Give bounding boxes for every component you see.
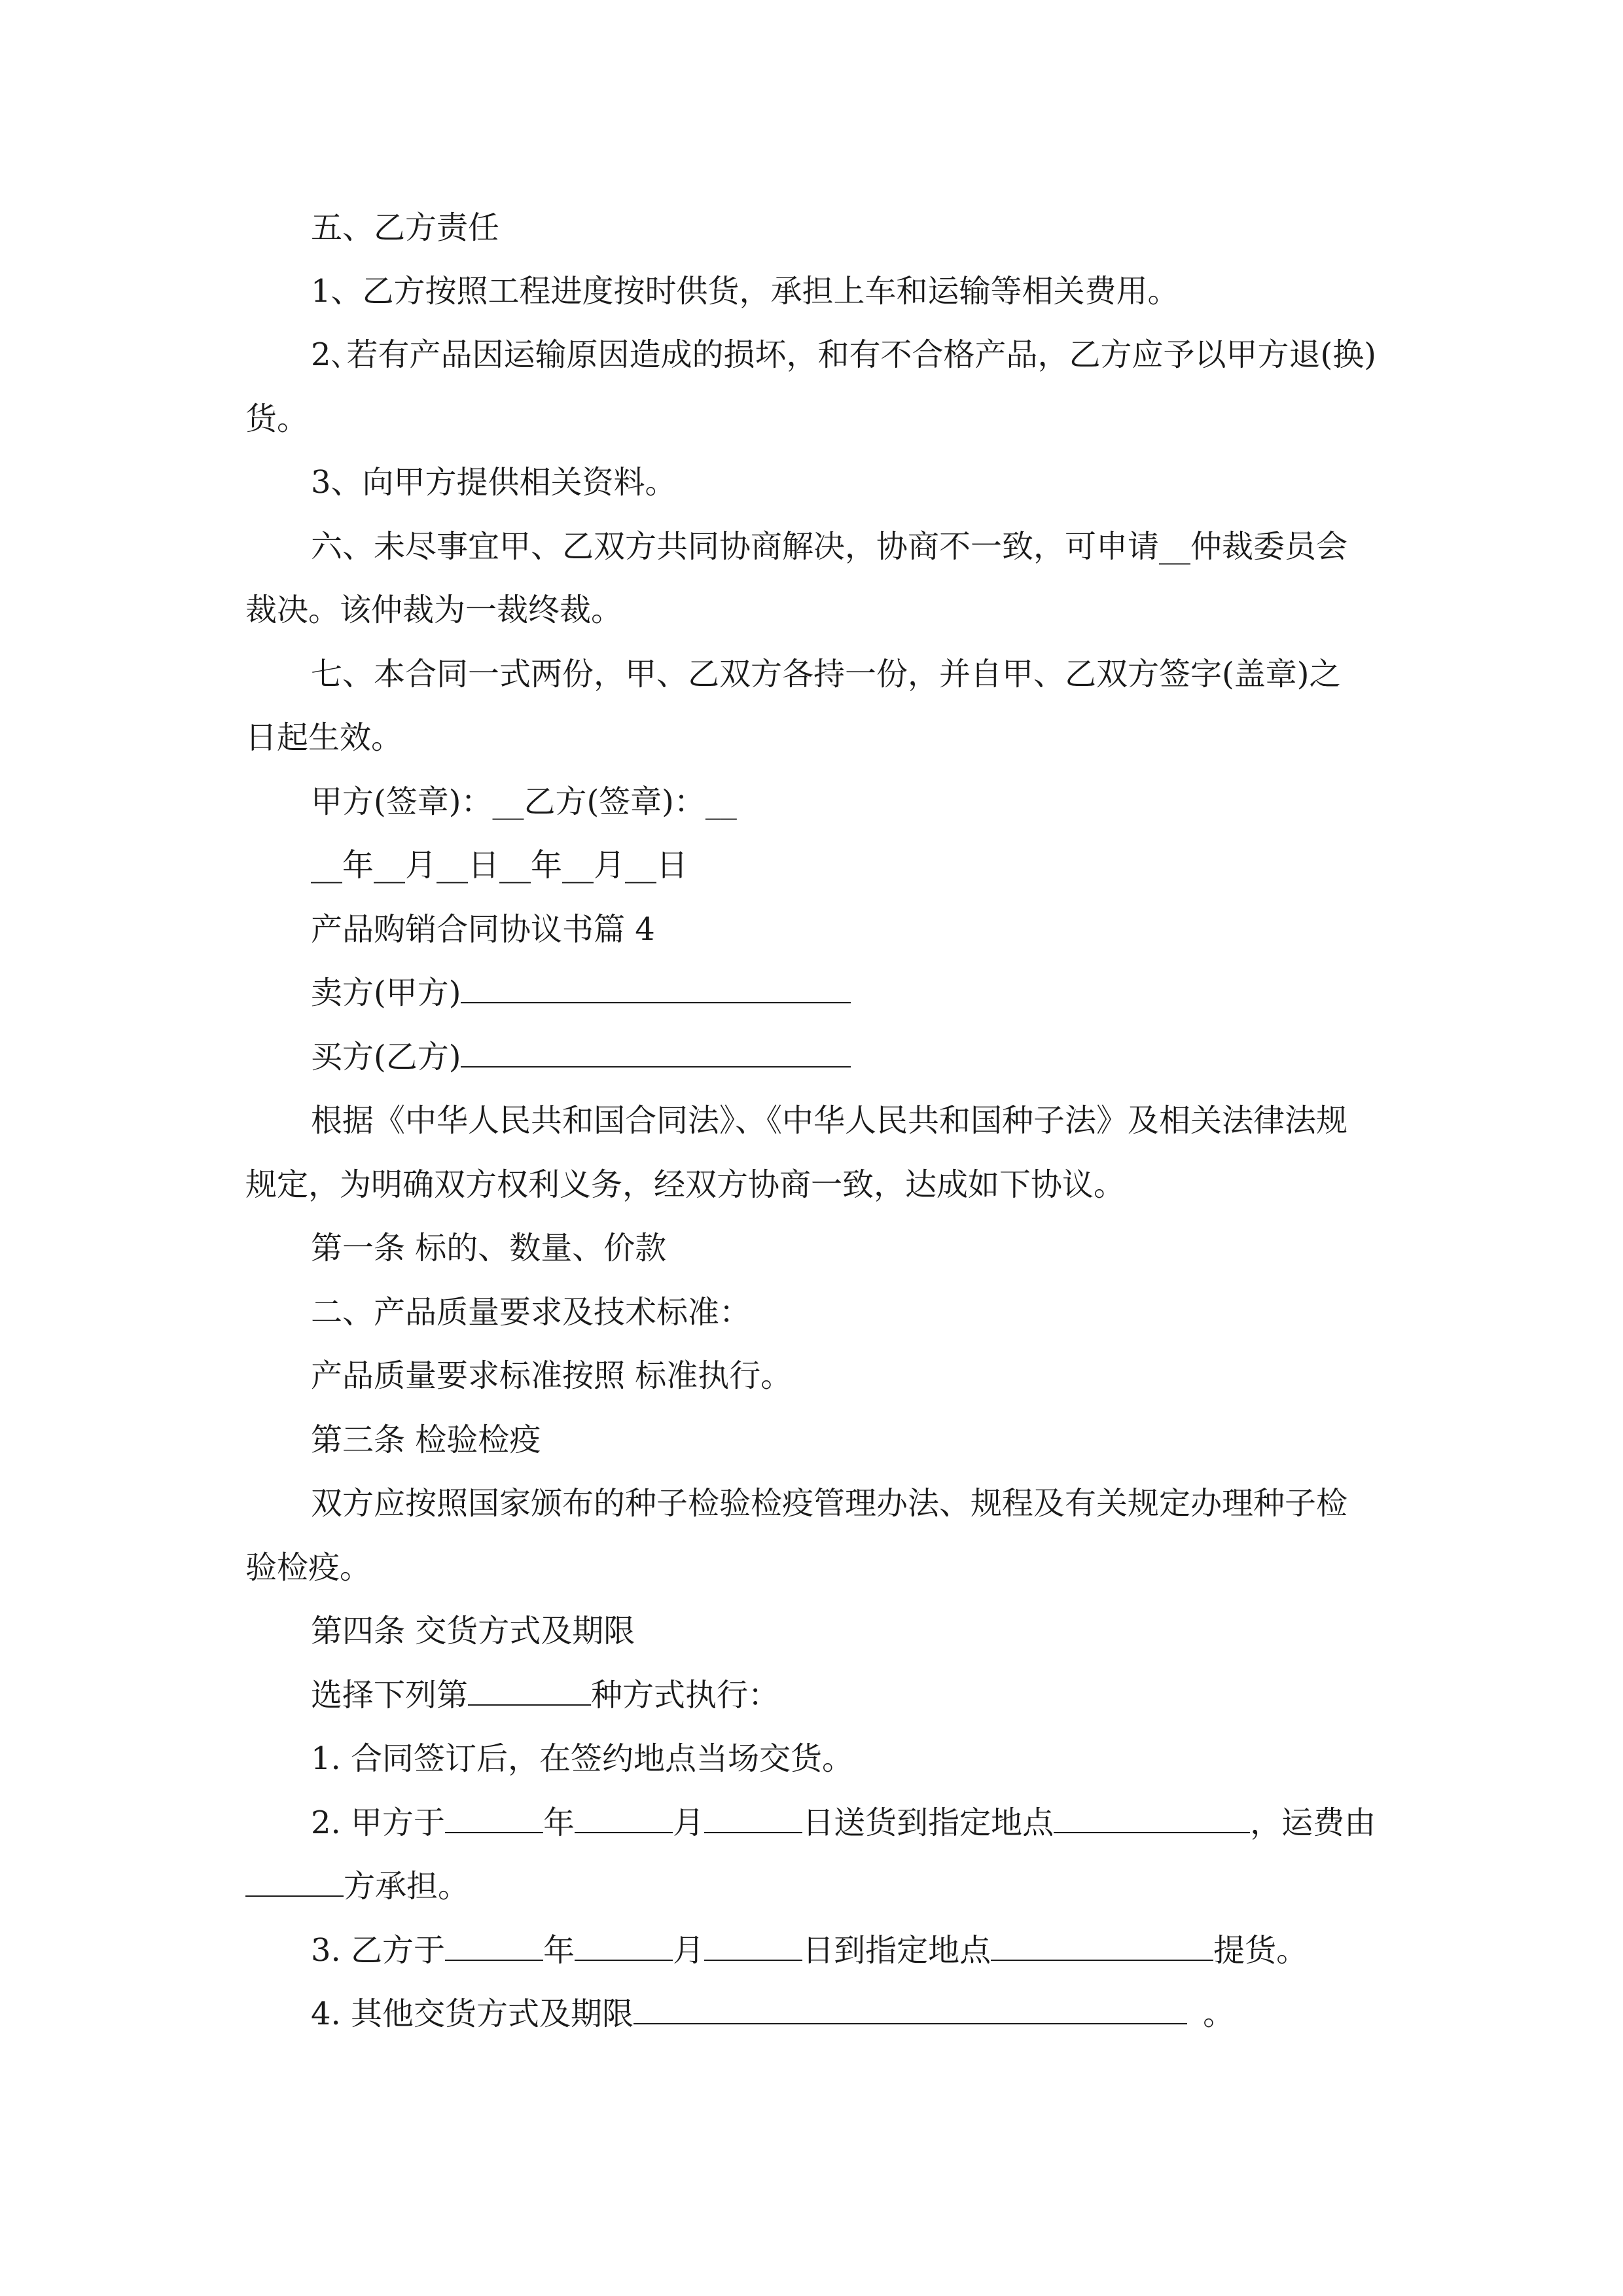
paragraph-line: 3、向甲方提供相关资料。 <box>311 464 677 501</box>
seller-blank <box>461 973 851 1003</box>
paragraph-line: 2､若有产品因运输原因造成的损坏，和有不合格产品，乙方应予以甲方退(换) <box>311 336 1376 373</box>
buyer-blank <box>461 1037 851 1067</box>
paragraph-line: 六、未尽事宜甲、乙双方共同协商解决，协商不一致，可申请__仲裁委员会 <box>311 528 1348 565</box>
method-number-blank <box>468 1676 591 1706</box>
party-blank <box>245 1867 344 1897</box>
paragraph-line: 规定，为明确双方权利义务，经双方协商一致，达成如下协议。 <box>245 1166 1126 1203</box>
seller-label: 卖方(甲方) <box>311 975 461 1011</box>
month-label: 月 <box>673 1932 705 1969</box>
seller-line <box>311 973 851 1013</box>
location-blank <box>991 1931 1213 1961</box>
list-item <box>311 1931 1308 1970</box>
location-blank <box>1054 1803 1250 1833</box>
year-blank <box>445 1803 543 1833</box>
date-line: __年__月__日__年__月__日 <box>311 847 688 884</box>
buyer-label: 买方(乙方) <box>311 1039 461 1075</box>
item-4-text: 4. 其他交货方式及期限 <box>311 1996 634 2032</box>
list-item: 1. 合同签订后，在签约地点当场交货。 <box>311 1740 854 1777</box>
list-item <box>311 1994 1234 2034</box>
signature-line: 甲方(签章)：__乙方(签章)：__ <box>311 783 737 820</box>
item-3-location-text: 日到指定地点 <box>802 1932 991 1969</box>
item-2-deliver-text: 日送货到指定地点 <box>802 1804 1054 1841</box>
item-3-text: 3. 乙方于 <box>311 1932 446 1969</box>
item-2-bear-text: 方承担。 <box>344 1868 470 1905</box>
month-blank <box>575 1803 673 1833</box>
article-heading: 二、产品质量要求及技术标准： <box>311 1294 751 1331</box>
list-item <box>311 1803 1376 1842</box>
paragraph-line: 裁决。该仲裁为一裁终裁。 <box>245 592 623 628</box>
paragraph-line: 双方应按照国家颁布的种子检验检疫管理办法、规程及有关规定办理种子检 <box>311 1485 1348 1522</box>
item-3-pickup-text: 提货。 <box>1213 1932 1308 1969</box>
paragraph-line: 验检疫。 <box>245 1549 372 1586</box>
buyer-line <box>311 1037 851 1077</box>
item-4-period: 。 <box>1203 1996 1235 2032</box>
list-item-continued <box>245 1867 469 1906</box>
paragraph-line: 产品质量要求标准按照 标准执行。 <box>311 1357 793 1394</box>
section-title: 产品购销合同协议书篇 4 <box>311 911 655 948</box>
choose-method-text-end: 种方式执行： <box>591 1677 780 1713</box>
day-blank <box>704 1931 802 1961</box>
year-label: 年 <box>543 1804 575 1841</box>
article-heading: 第四条 交货方式及期限 <box>311 1613 635 1649</box>
month-blank <box>575 1931 673 1961</box>
year-blank <box>445 1931 543 1961</box>
day-blank <box>704 1803 802 1833</box>
item-2-freight-text: ，运费由 <box>1250 1804 1376 1841</box>
article-heading: 第一条 标的、数量、价款 <box>311 1230 667 1266</box>
paragraph-line: 日起生效。 <box>245 719 403 756</box>
article-heading: 第三条 检验检疫 <box>311 1422 541 1458</box>
choose-method-text: 选择下列第 <box>311 1677 469 1713</box>
paragraph-line: 根据《中华人民共和国合同法》、《中华人民共和国种子法》及相关法律法规 <box>311 1102 1348 1139</box>
section-heading-party-b-responsibility: 五、乙方责任 <box>311 209 500 246</box>
paragraph-line: 1、乙方按照工程进度按时供货，承担上车和运输等相关费用。 <box>311 273 1179 310</box>
choose-method-line <box>311 1676 779 1715</box>
paragraph-line: 七、本合同一式两份，甲、乙双方各持一份，并自甲、乙双方签字(盖章)之 <box>311 656 1341 692</box>
other-method-blank <box>633 1994 1187 2024</box>
month-label: 月 <box>673 1804 705 1841</box>
paragraph-line: 货。 <box>245 401 309 437</box>
year-label: 年 <box>543 1932 575 1969</box>
item-2-text: 2. 甲方于 <box>311 1804 446 1841</box>
